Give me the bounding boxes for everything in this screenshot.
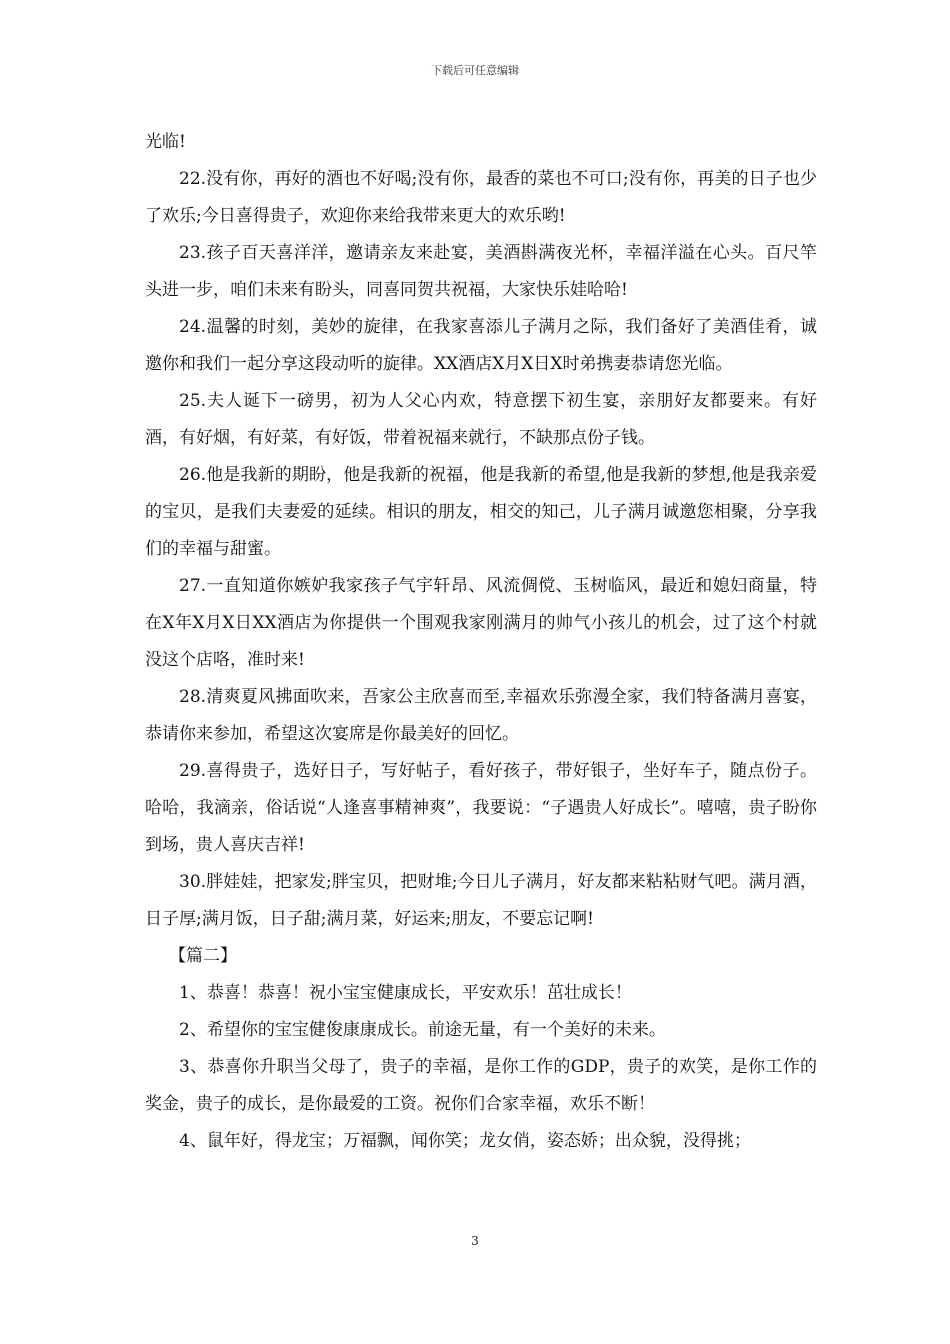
- paragraph-item-1: 1、恭喜！恭喜！祝小宝宝健康成长，平安欢乐！茁壮成长！: [179, 983, 632, 1003]
- paragraph-continuation: 光临!: [145, 132, 186, 152]
- paragraph-item-3: 3、恭喜你升职当父母了，贵子的幸福，是你工作的GDP，贵子的欢笑，是你工作的奖金，贵子的成长，是你最爱的工资。祝你们合家幸福，欢乐不断！: [145, 1057, 817, 1114]
- paragraph-item-2: 2、希望你的宝宝健俊康康成长。前途无量，有一个美好的未来。: [179, 1020, 666, 1040]
- section-title: 【篇二】: [169, 946, 237, 966]
- paragraph-item-4: 4、鼠年好，得龙宝；万福飘，闻你笑；龙女俏，姿态娇；出众貌，没得挑；: [179, 1131, 751, 1151]
- paragraph-item-22: 22.没有你，再好的酒也不好喝;没有你，最香的菜也不可口;没有你，再美的日子也少了欢乐;今日喜得贵子，欢迎你来给我带来更大的欢乐哟!: [145, 169, 817, 226]
- paragraph-item-28: 28.清爽夏风拂面吹来，吾家公主欣喜而至,幸福欢乐弥漫全家，我们特备满月喜宴，恭请你来参加，希望这次宴席是你最美好的回忆。: [145, 687, 817, 744]
- paragraph-item-24: 24.温馨的时刻，美妙的旋律，在我家喜添儿子满月之际，我们备好了美酒佳肴，诚邀你和我们一起分享这段动听的旋律。XX酒店X月X日X时弟携妻恭请您光临。: [145, 317, 817, 374]
- page-header: 下载后可任意编辑: [431, 64, 519, 77]
- paragraph-item-25: 25.夫人诞下一磅男，初为人父心内欢，特意摆下初生宴，亲朋好友都要来。有好酒，有好烟，有好菜，有好饭，带着祝福来就行，不缺那点份子钱。: [145, 391, 817, 448]
- paragraph-item-29: 29.喜得贵子，选好日子，写好帖子，看好孩子，带好银子，坐好车子，随点份子。哈哈，我滴亲，俗话说“人逢喜事精神爽”，我要说：“子遇贵人好成长”。嘻嘻，贵子盼你到场，贵人喜庆吉祥!: [145, 761, 817, 855]
- paragraph-item-30: 30.胖娃娃，把家发;胖宝贝，把财堆;今日儿子满月，好友都来粘粘财气吧。满月酒，日子厚;满月饭，日子甜;满月菜，好运来;朋友，不要忘记啊!: [145, 872, 817, 929]
- document-body: [145, 124, 817, 1160]
- paragraph-item-23: 23.孩子百天喜洋洋，邀请亲友来赴宴，美酒斟满夜光杯，幸福洋溢在心头。百尺竿头进一步，咱们未来有盼头，同喜同贺共祝福，大家快乐娃哈哈!: [145, 243, 817, 300]
- paragraph-item-26: 26.他是我新的期盼，他是我新的祝福，他是我新的希望,他是我新的梦想,他是我亲爱的宝贝，是我们夫妻爱的延续。相识的朋友，相交的知己，儿子满月诚邀您相聚，分享我们的幸福与甜蜜。: [145, 465, 817, 559]
- paragraph-item-27: 27.一直知道你嫉妒我家孩子气宇轩昂、风流倜傥、玉树临风，最近和媳妇商量，特在X年X月X日XX酒店为你提供一个围观我家刚满月的帅气小孩儿的机会，过了这个村就没这个店咯，准时来!: [145, 576, 817, 670]
- page-number: 3: [471, 1234, 479, 1248]
